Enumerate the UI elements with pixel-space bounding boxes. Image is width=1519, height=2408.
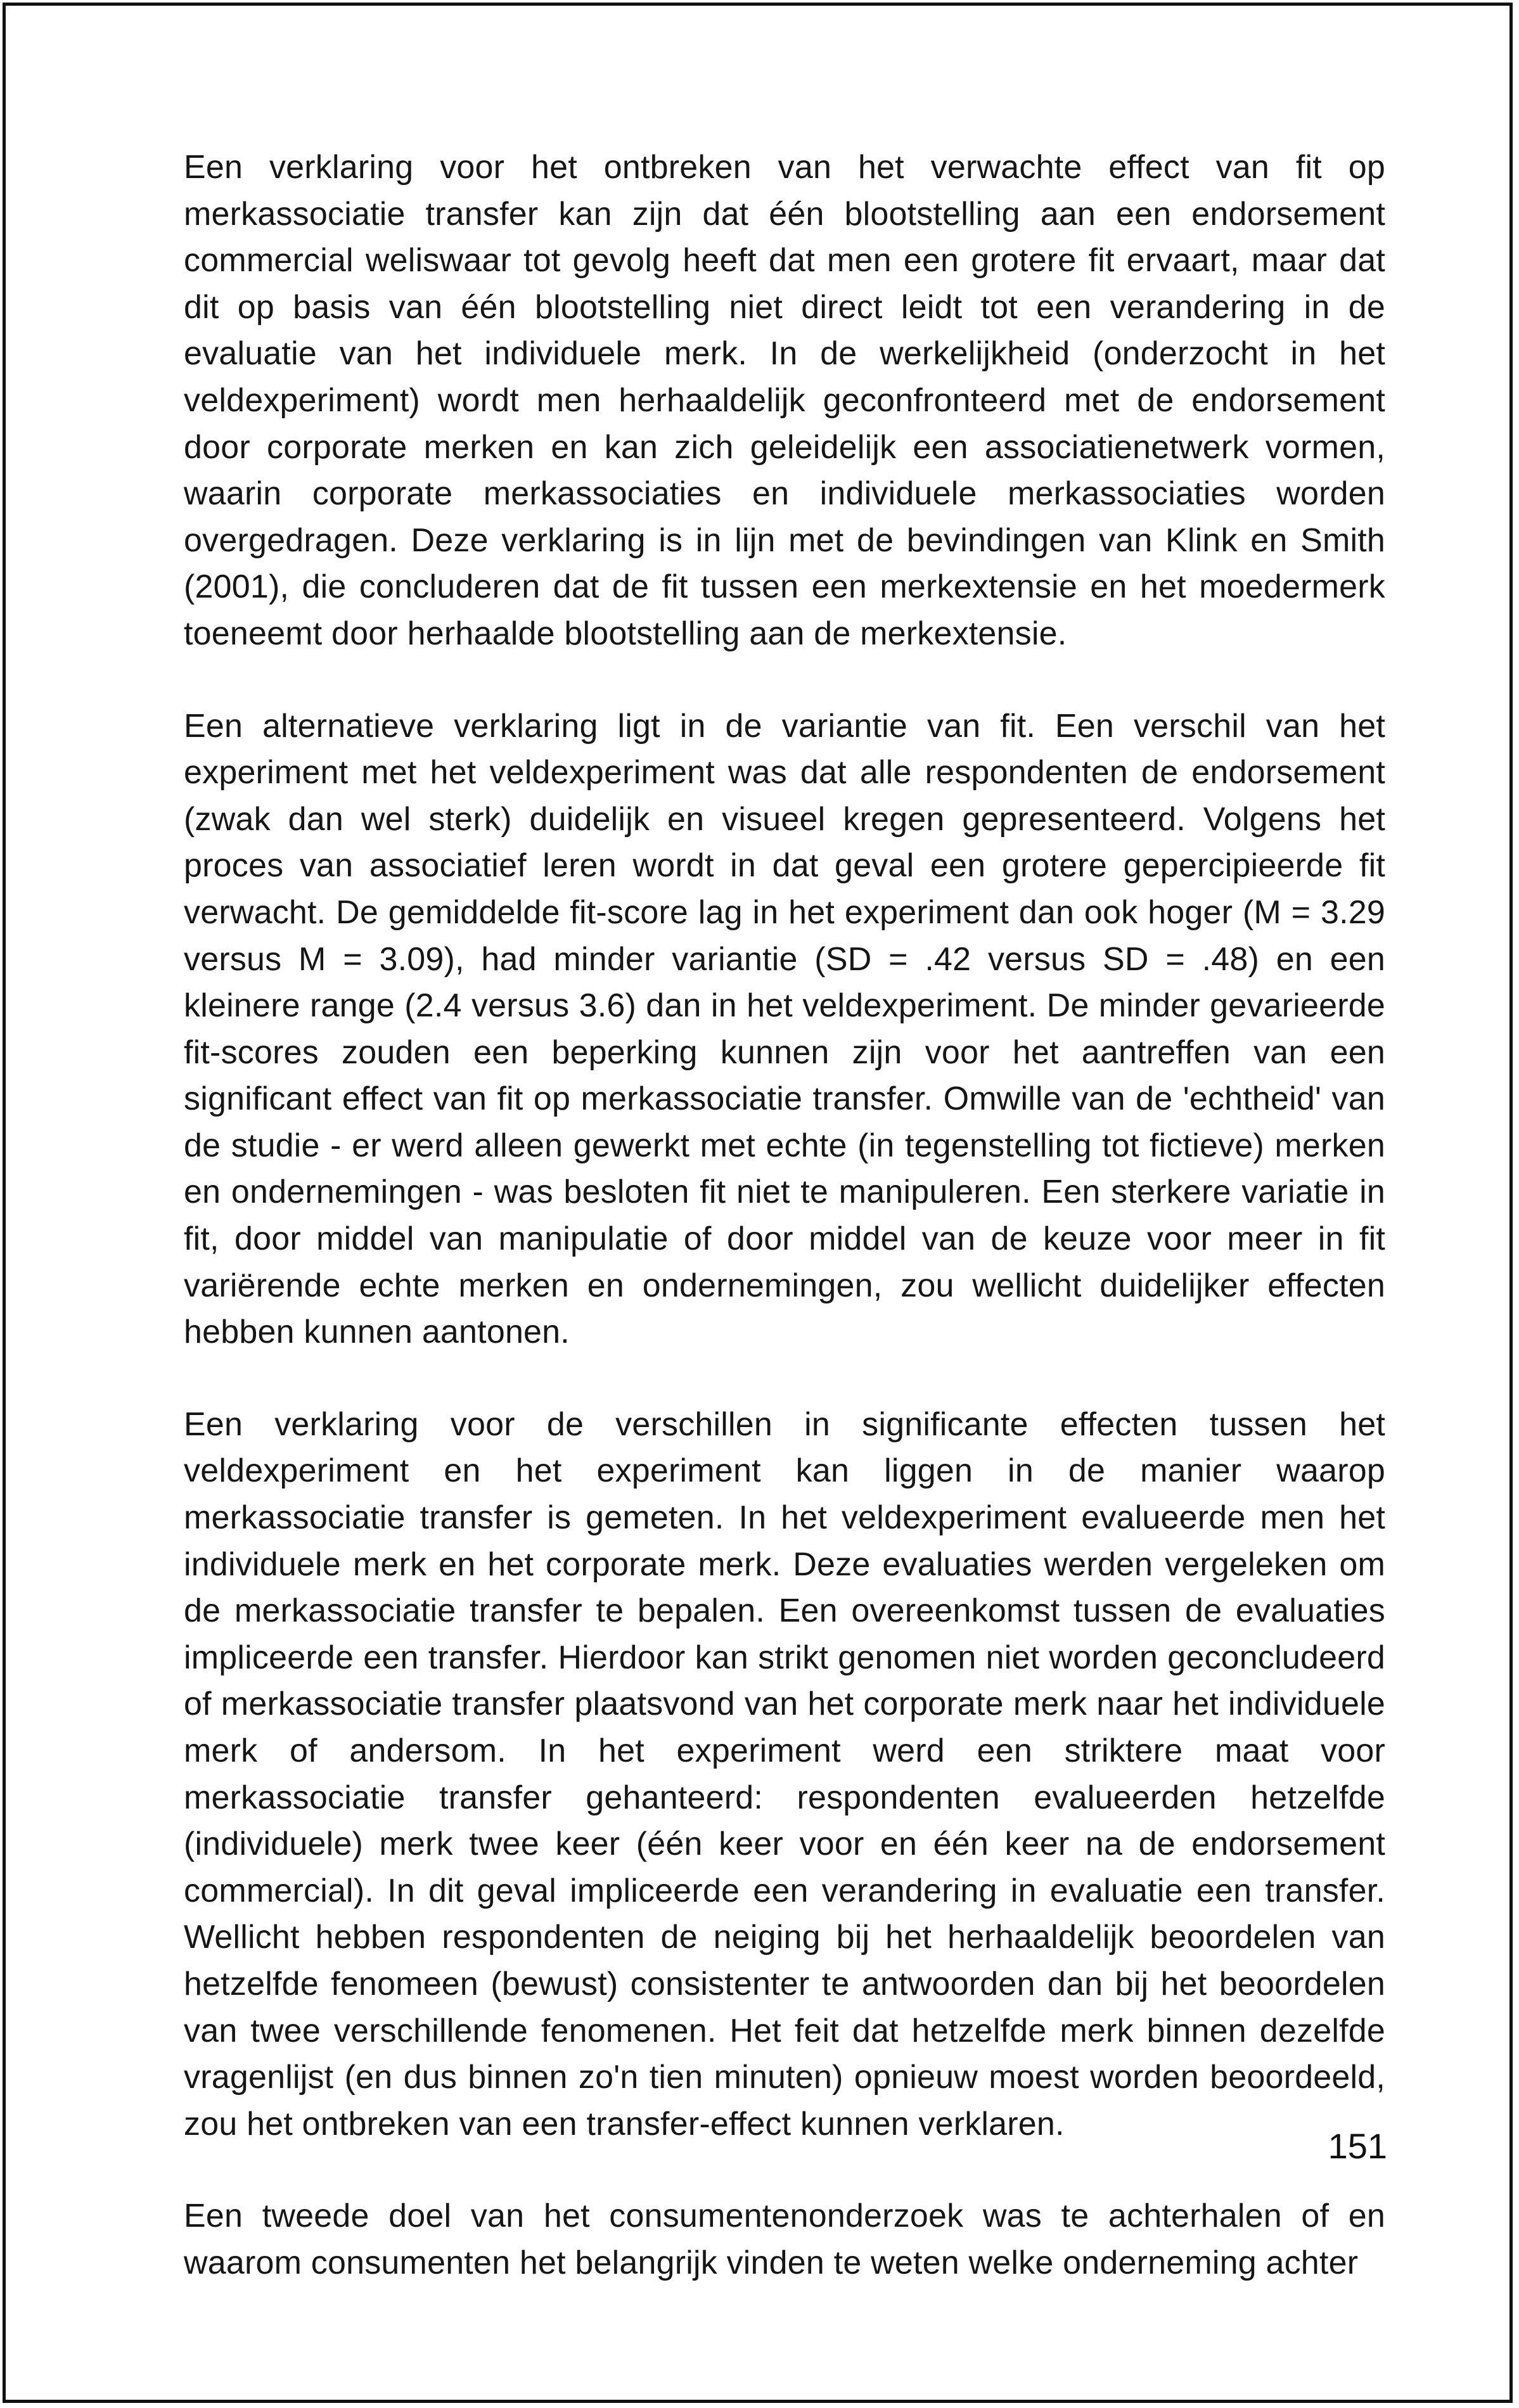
paragraph-transfer-measurement: Een verklaring voor de verschillen in significante effecten tussen het veldexperiment en het experiment kan liggen in de manier waarop merkassociatie transfer is gemeten. In het veldexperiment evalueerde men het individuele merk en het corporate merk. Deze evaluaties werden vergeleken om de merkassociatie transfer te bepalen. Een overeenkomst tussen de evaluaties impliceerde een transfer. Hierdoor kan strikt genomen niet worden geconcludeerd of merkassociatie transfer plaatsvond van het corporate merk naar het individuele merk of andersom. In het experiment werd een striktere maat voor merkassociatie transfer gehanteerd: respondenten evalueerden hetzelfde (individuele) merk twee keer (één keer voor en één keer na de endorsement commercial). In dit geval impliceerde een verandering in evaluatie een transfer. Wellicht hebben respondenten de neiging bij het herhaaldelijk beoordelen van hetzelfde fenomeen (bewust) consistenter te antwoorden dan bij het beoordelen van twee verschillende fenomenen. Het feit dat hetzelfde merk binnen dezelfde vragenlijst (en dus binnen zo'n tien minuten) opnieuw moest worden beoordeeld, zou het ontbreken van een transfer-effect kunnen verklaren.: [184, 1406, 1385, 2142]
paragraph-second-goal: Een tweede doel van het consumentenonderzoek was te achterhalen of en waarom consumenten het belangrijk vinden te weten welke onderneming achter: [184, 2198, 1385, 2281]
body-text: [184, 144, 1385, 2333]
paragraph-fit-variance: Een alternatieve verklaring ligt in de variantie van fit. Een verschil van het experiment met het veldexperiment was dat alle respondenten de endorsement (zwak dan wel sterk) duidelijk en visueel kregen gepresenteerd. Volgens het proces van associatief leren wordt in dat geval een grotere gepercipieerde fit verwacht. De gemiddelde fit-score lag in het experiment dan ook hoger (M = 3.29 versus M = 3.09), had minder variantie (SD = .42 versus SD = .48) en een kleinere range (2.4 versus 3.6) dan in het veldexperiment. De minder gevarieerde fit-scores zouden een beperking kunnen zijn voor het aantreffen van een significant effect van fit op merkassociatie transfer. Omwille van de 'echtheid' van de studie - er werd alleen gewerkt met echte (in tegenstelling tot fictieve) merken en ondernemingen - was besloten fit niet te manipuleren. Een sterkere variatie in fit, door middel van manipulatie of door middel van de keuze voor meer in fit variërende echte merken en ondernemingen, zou wellicht duidelijker effecten hebben kunnen aantonen.: [184, 707, 1385, 1351]
paragraph-fit-effect-explanation: Een verklaring voor het ontbreken van het verwachte effect van fit op merkassociatie transfer kan zijn dat één blootstelling aan een endorsement commercial weliswaar tot gevolg heeft dat men een grotere fit ervaart, maar dat dit op basis van één blootstelling niet direct leidt tot een verandering in de evaluatie van het individuele merk. In de werkelijkheid (onderzocht in het veldexperiment) wordt men herhaaldelijk geconfronteerd met de endorsement door corporate merken en kan zich geleidelijk een associatienetwerk vormen, waarin corporate merkassociaties en individuele merkassociaties worden overgedragen. Deze verklaring is in lijn met de bevindingen van Klink en Smith (2001), die concluderen dat de fit tussen een merkextensie en het moedermerk toeneemt door herhaalde blootstelling aan de merkextensie.: [184, 149, 1385, 652]
page-number: 151: [1328, 2126, 1387, 2166]
